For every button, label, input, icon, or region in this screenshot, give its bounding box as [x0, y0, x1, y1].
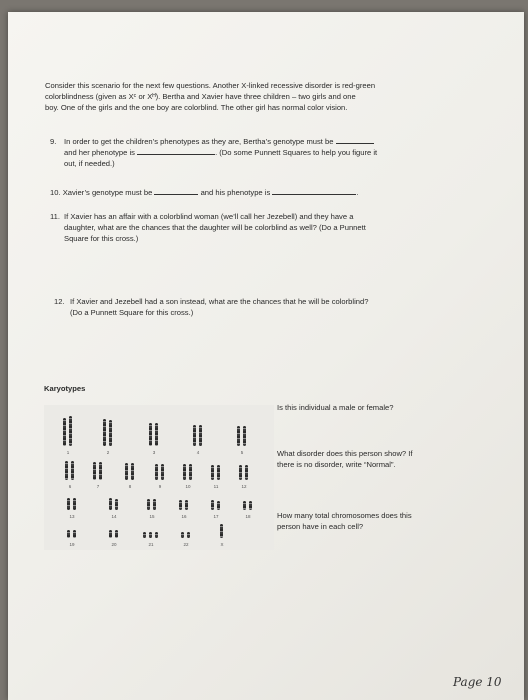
karyotype-question-sex: Is this individual a male or female? — [277, 403, 394, 412]
page-number: Page 10 — [453, 675, 502, 689]
chromosome-pair-2: 2 — [102, 413, 114, 455]
intro-line-1: Consider this scenario for the next few questions. Another X-linked recessive disorder is red-green — [45, 81, 376, 90]
q12-number: 12. — [54, 297, 65, 306]
worksheet-page — [8, 12, 524, 700]
chromosome-pair-15: 15 — [146, 493, 158, 519]
karyotype-row-1 — [44, 413, 274, 455]
chromosome-pair-22: 22 — [180, 523, 192, 547]
q9-genotype-blank[interactable] — [336, 136, 374, 144]
chromosome-pair-8: 8 — [124, 457, 136, 489]
q10-phenotype-blank[interactable] — [272, 187, 359, 197]
q12-line-2: (Do a Punnett Square for this cross.) — [70, 308, 194, 317]
chromosome-pair-11: 11 — [210, 457, 222, 489]
q9-text-2a: and her phenotype is — [64, 148, 135, 157]
q11-number: 11. — [50, 212, 60, 221]
chromosome-pair-10: 10 — [182, 457, 194, 489]
karyotype-question-count-1: How many total chromosomes does this — [277, 511, 412, 520]
intro-line-3: boy. One of the girls and the one boy are colorblind. The other girl has normal color vision. — [45, 103, 348, 112]
q9-number: 9. — [50, 137, 57, 146]
karyotype-row-3 — [44, 493, 274, 519]
chromosome-pair-19: 19 — [66, 523, 78, 547]
q12-line-1: If Xavier and Jezebell had a son instead, what are the chances that he will be colorblind? — [70, 297, 369, 306]
q9-text-1: In order to get the children’s phenotypes as they are, Bertha’s genotype must be — [64, 137, 334, 146]
q9-line-1 — [64, 136, 374, 147]
karyotypes-heading: Karyotypes — [44, 384, 86, 393]
q10-end: . — [356, 188, 359, 197]
chromosome-pair-5: 5 — [236, 413, 248, 455]
chromosome-pair-16: 16 — [178, 493, 190, 519]
q11-line-2: daughter, what are the chances that the daughter will be colorblind as well? (Do a Punnett — [64, 223, 366, 232]
chromosome-pair-6: 6 — [64, 457, 76, 489]
karyotype-row-4 — [44, 523, 274, 547]
q9-text-2b: . (Do some Punnett Squares to help you figure it — [215, 148, 378, 157]
q9-line-3: out, if needed.) — [64, 159, 115, 168]
chromosome-pair-13: 13 — [66, 493, 78, 519]
q11-line-1: If Xavier has an affair with a colorblind woman (we’ll call her Jezebell) and they have a — [64, 212, 354, 221]
chromosome-pair-12: 12 — [238, 457, 250, 489]
q11-line-3: Square for this cross.) — [64, 234, 139, 243]
chromosome-pair-17: 17 — [210, 493, 222, 519]
q9-line-2 — [64, 147, 377, 158]
chromosome-group-21: 21 — [142, 523, 160, 547]
q10-line — [50, 187, 359, 198]
chromosome-pair-20: 20 — [108, 523, 120, 547]
karyotype-row-2 — [44, 457, 274, 489]
intro-line-2: colorblindness (given as Xᶜ or Xᴴ). Bertha and Xavier have three children – two girls and one — [45, 92, 356, 101]
chromosome-pair-18: 18 — [242, 493, 254, 519]
karyotype-question-disorder-2: there is no disorder, write “Normal”. — [277, 460, 396, 469]
chromosome-pair-3: 3 — [148, 413, 160, 455]
q10-number: 10. — [50, 188, 61, 197]
karyotype-image — [44, 405, 274, 550]
q9-phenotype-blank[interactable] — [137, 147, 215, 155]
q10-text-b: and his phenotype is — [200, 188, 271, 197]
q10-genotype-blank[interactable] — [154, 187, 198, 195]
chromosome-pair-14: 14 — [108, 493, 120, 519]
karyotype-question-disorder-1: What disorder does this person show? If — [277, 449, 413, 458]
chromosome-pair-1: 1 — [62, 413, 74, 455]
chromosome-pair-7: 7 — [92, 457, 104, 489]
chromosome-pair-9: 9 — [154, 457, 166, 489]
q10-text-a: Xavier’s genotype must be — [62, 188, 153, 197]
chromosome-pair-4: 4 — [192, 413, 204, 455]
chromosome-x: X — [216, 523, 228, 547]
karyotype-question-count-2: person have in each cell? — [277, 522, 364, 531]
